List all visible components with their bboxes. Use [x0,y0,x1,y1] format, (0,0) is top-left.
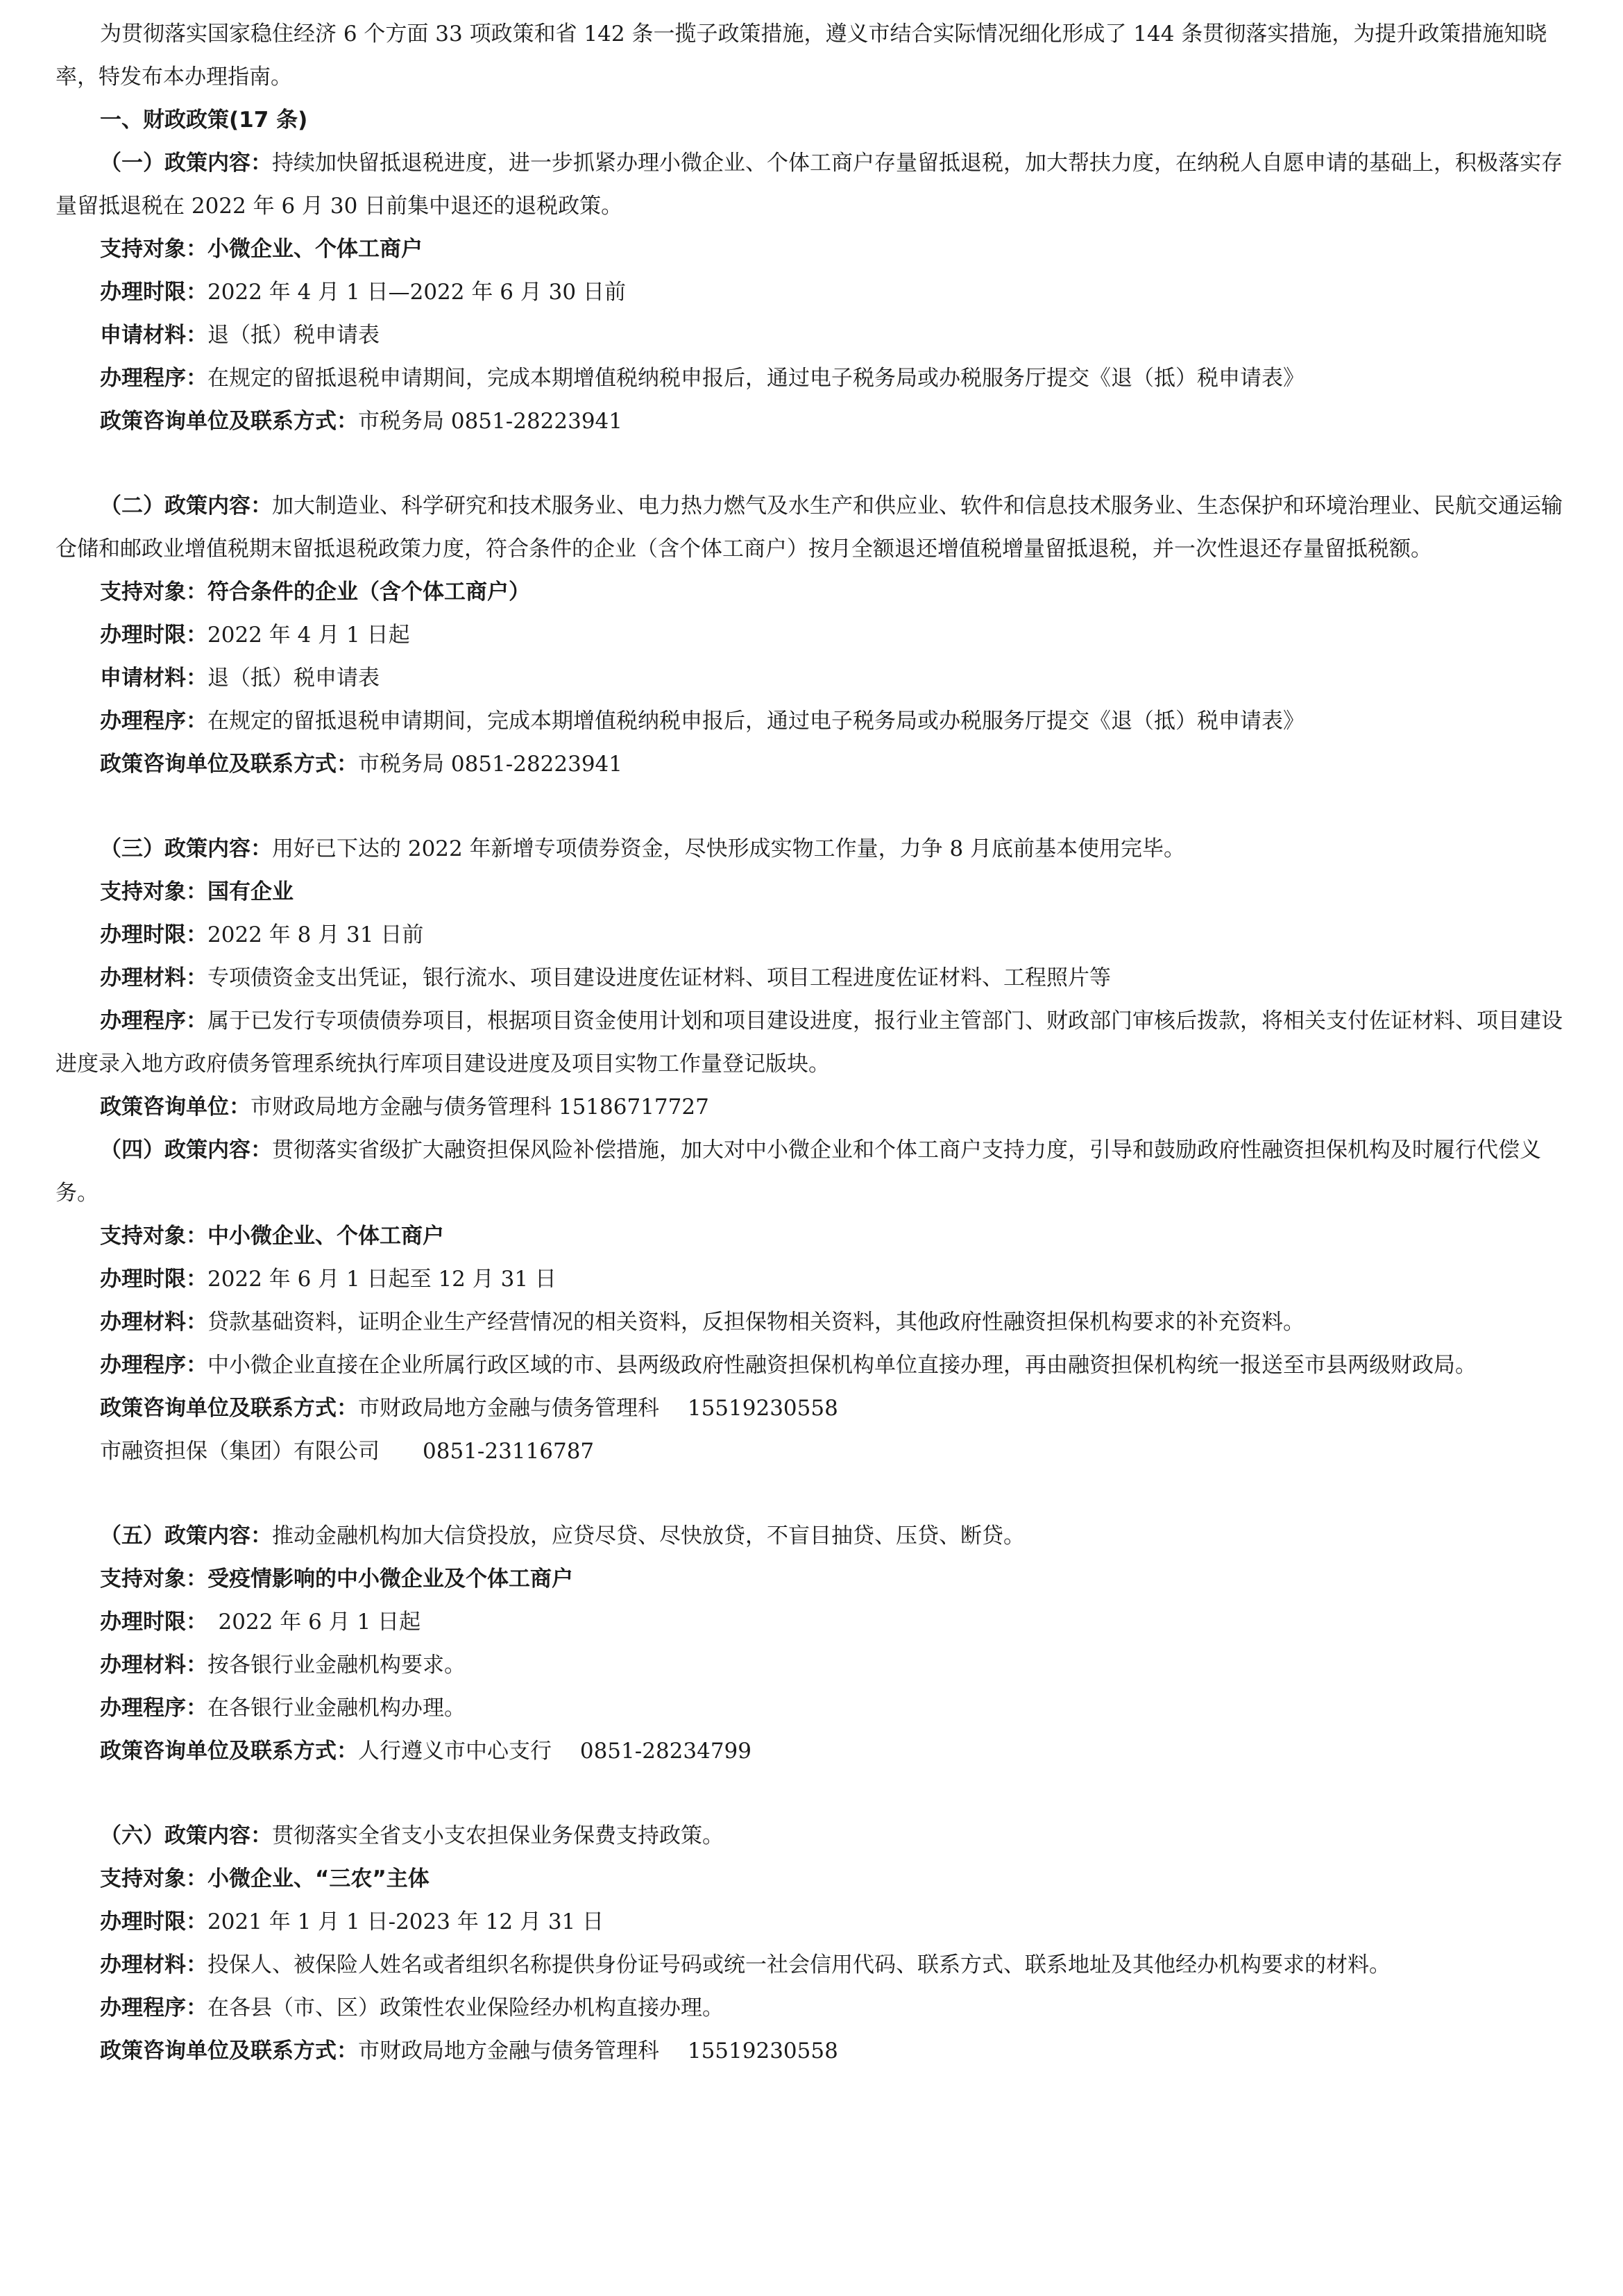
contact-label: 政策咨询单位： [100,1095,250,1120]
policy-3 [56,827,1568,1129]
target-label: 支持对象： [100,237,207,262]
procedure-label: 办理程序： [100,1696,207,1721]
policy-time [56,614,1568,657]
target-value: 中小微企业、个体工商户 [207,1224,444,1249]
policy-heading: （三）政策内容： [100,836,272,861]
section-title: 一、财政政策(17 条) [100,108,308,133]
contact-label: 政策咨询单位及联系方式： [100,1739,358,1764]
contact-value: 市税务局 0851-28223941 [358,752,623,777]
policy-heading: （一）政策内容： [100,151,272,176]
time-label: 办理时限： [100,623,207,648]
target-value: 国有企业 [207,879,294,904]
policy-contact [56,743,1568,786]
materials-value: 贷款基础资料，证明企业生产经营情况的相关资料，反担保物相关资料，其他政府性融资担保机构要求的补充资料。 [207,1310,1305,1335]
policy-time [56,1601,1568,1644]
policy-content-text: 用好已下达的 2022 年新增专项债券资金，尽快形成实物工作量，力争 8 月底前基本使用完毕。 [272,836,1186,861]
contact-label: 政策咨询单位及联系方式： [100,752,358,777]
materials-label: 办理材料： [100,1952,207,1977]
procedure-value: 在各银行业金融机构办理。 [207,1696,466,1721]
time-label: 办理时限： [100,1267,207,1292]
target-label: 支持对象： [100,1567,207,1592]
time-label: 办理时限： [100,280,207,305]
policy-target [56,571,1568,614]
procedure-label: 办理程序： [100,709,207,734]
target-value: 小微企业、个体工商户 [207,237,423,262]
target-value: 小微企业、“三农”主体 [207,1866,430,1891]
policy-time [56,271,1568,314]
policy-time [56,913,1568,956]
policy-contact [56,2029,1568,2073]
policy-contact-extra: 市融资担保（集团）有限公司 0851-23116787 [100,1439,595,1464]
time-value: 2021 年 1 月 1 日-2023 年 12 月 31 日 [207,1909,604,1934]
policy-contact [56,1086,1568,1129]
policy-content [56,484,1568,571]
materials-value: 退（抵）税申请表 [207,666,380,691]
policy-content [56,1814,1568,1857]
target-label: 支持对象： [100,1866,207,1891]
policy-content-text: 推动金融机构加大信贷投放，应贷尽贷、尽快放贷，不盲目抽贷、压贷、断贷。 [272,1523,1025,1548]
contact-label: 政策咨询单位及联系方式： [100,1396,358,1421]
policy-procedure [56,1687,1568,1730]
procedure-value: 在规定的留抵退税申请期间，完成本期增值税纳税申报后，通过电子税务局或办税服务厅提交《退（抵）税申请表》 [207,366,1305,391]
policy-materials [56,314,1568,357]
contact-value: 市财政局地方金融与债务管理科 15519230558 [358,1396,838,1421]
materials-label: 办理材料： [100,1653,207,1678]
spacer [56,786,1568,827]
spacer [56,1773,1568,1814]
policy-procedure [56,700,1568,743]
spacer [56,443,1568,484]
policy-materials [56,956,1568,999]
policy-content [56,827,1568,870]
policy-content-text: 持续加快留抵退税进度，进一步抓紧办理小微企业、个体工商户存量留抵退税，加大帮扶力度，在纳税人自愿申请的基础上，积极落实存量留抵退税在 2022 年 6 月 30 日前集中退还的退税政策。 [56,151,1563,219]
policy-target [56,870,1568,913]
policy-heading: （二）政策内容： [100,493,272,518]
policy-procedure [56,357,1568,400]
procedure-value: 在规定的留抵退税申请期间，完成本期增值税纳税申报后，通过电子税务局或办税服务厅提交《退（抵）税申请表》 [207,709,1305,734]
policy-content [56,1129,1568,1215]
time-label: 办理时限： [100,1610,197,1635]
contact-value: 市财政局地方金融与债务管理科 15519230558 [358,2038,838,2063]
target-label: 支持对象： [100,879,207,904]
target-label: 支持对象： [100,580,207,605]
time-value: 2022 年 4 月 1 日起 [207,623,410,648]
materials-value: 投保人、被保险人姓名或者组织名称提供身份证号码或统一社会信用代码、联系方式、联系地址及其他经办机构要求的材料。 [207,1952,1391,1977]
time-value: 2022 年 6 月 1 日起 [196,1610,421,1635]
materials-value: 退（抵）税申请表 [207,323,380,348]
policy-content-text: 加大制造业、科学研究和技术服务业、电力热力燃气及水生产和供应业、软件和信息技术服务业、生态保护和环境治理业、民航交通运输仓储和邮政业增值税期末留抵退税政策力度，符合条件的企业（含个体工商户）按月全额退还增值税增量留抵退税，并一次性退还存量留抵税额。 [56,493,1563,562]
policy-contact [56,1387,1568,1430]
policy-target [56,1215,1568,1258]
time-value: 2022 年 6 月 1 日起至 12 月 31 日 [207,1267,556,1292]
policy-target [56,1558,1568,1601]
contact-label: 政策咨询单位及联系方式： [100,2038,358,2063]
spacer [56,1473,1568,1514]
materials-value: 专项债资金支出凭证，银行流水、项目建设进度佐证材料、项目工程进度佐证材料、工程照片等 [207,965,1111,990]
policy-materials [56,1644,1568,1687]
policy-1 [56,142,1568,443]
materials-label: 申请材料： [100,323,207,348]
policy-content [56,1514,1568,1558]
target-value: 符合条件的企业（含个体工商户） [207,580,530,605]
contact-value: 市财政局地方金融与债务管理科 15186717727 [250,1095,709,1120]
contact-label: 政策咨询单位及联系方式： [100,409,358,434]
policy-heading: （五）政策内容： [100,1523,272,1548]
procedure-label: 办理程序： [100,1008,207,1033]
policy-heading: （四）政策内容： [100,1138,272,1163]
policy-5 [56,1514,1568,1773]
policy-contact [56,1730,1568,1773]
policy-materials [56,1943,1568,1986]
materials-label: 申请材料： [100,666,207,691]
policy-content [56,142,1568,228]
procedure-label: 办理程序： [100,1995,207,2020]
policy-materials [56,657,1568,700]
procedure-value: 在各县（市、区）政策性农业保险经办机构直接办理。 [207,1995,724,2020]
policy-6 [56,1814,1568,2073]
policy-heading: （六）政策内容： [100,1823,272,1848]
target-label: 支持对象： [100,1224,207,1249]
policy-materials [56,1301,1568,1344]
policy-content-text: 贯彻落实全省支小支农担保业务保费支持政策。 [272,1823,724,1848]
policy-4 [56,1129,1568,1473]
materials-label: 办理材料： [100,965,207,990]
policy-procedure [56,1344,1568,1387]
policy-contact [56,400,1568,443]
time-label: 办理时限： [100,1909,207,1934]
intro-paragraph: 为贯彻落实国家稳住经济 6 个方面 33 项政策和省 142 条一揽子政策措施，遵义市结合实际情况细化形成了 144 条贯彻落实措施，为提升政策措施知晓率，特发布本办理指南。 [56,22,1547,90]
materials-label: 办理材料： [100,1310,207,1335]
policy-target [56,1857,1568,1900]
policy-time [56,1900,1568,1943]
policy-2 [56,484,1568,786]
contact-value: 市税务局 0851-28223941 [358,409,623,434]
procedure-label: 办理程序： [100,1353,207,1378]
contact-value: 人行遵义市中心支行 0851-28234799 [358,1739,752,1764]
time-value: 2022 年 8 月 31 日前 [207,922,424,947]
policy-procedure [56,999,1568,1086]
materials-value: 按各银行业金融机构要求。 [207,1653,466,1678]
time-value: 2022 年 4 月 1 日—2022 年 6 月 30 日前 [207,280,626,305]
policy-time [56,1258,1568,1301]
target-value: 受疫情影响的中小微企业及个体工商户 [207,1567,573,1592]
policy-target [56,228,1568,271]
document [56,12,1568,2073]
time-label: 办理时限： [100,922,207,947]
procedure-value: 中小微企业直接在企业所属行政区域的市、县两级政府性融资担保机构单位直接办理，再由融资担保机构统一报送至市县两级财政局。 [207,1353,1477,1378]
policy-procedure [56,1986,1568,2029]
procedure-label: 办理程序： [100,366,207,391]
procedure-value: 属于已发行专项债债券项目，根据项目资金使用计划和项目建设进度，报行业主管部门、财政部门审核后拨款，将相关支付佐证材料、项目建设进度录入地方政府债务管理系统执行库项目建设进度及项目实物工作量登记版块。 [56,1008,1563,1077]
policy-content-text: 贯彻落实省级扩大融资担保风险补偿措施，加大对中小微企业和个体工商户支持力度，引导和鼓励政府性融资担保机构及时履行代偿义务。 [56,1138,1541,1206]
